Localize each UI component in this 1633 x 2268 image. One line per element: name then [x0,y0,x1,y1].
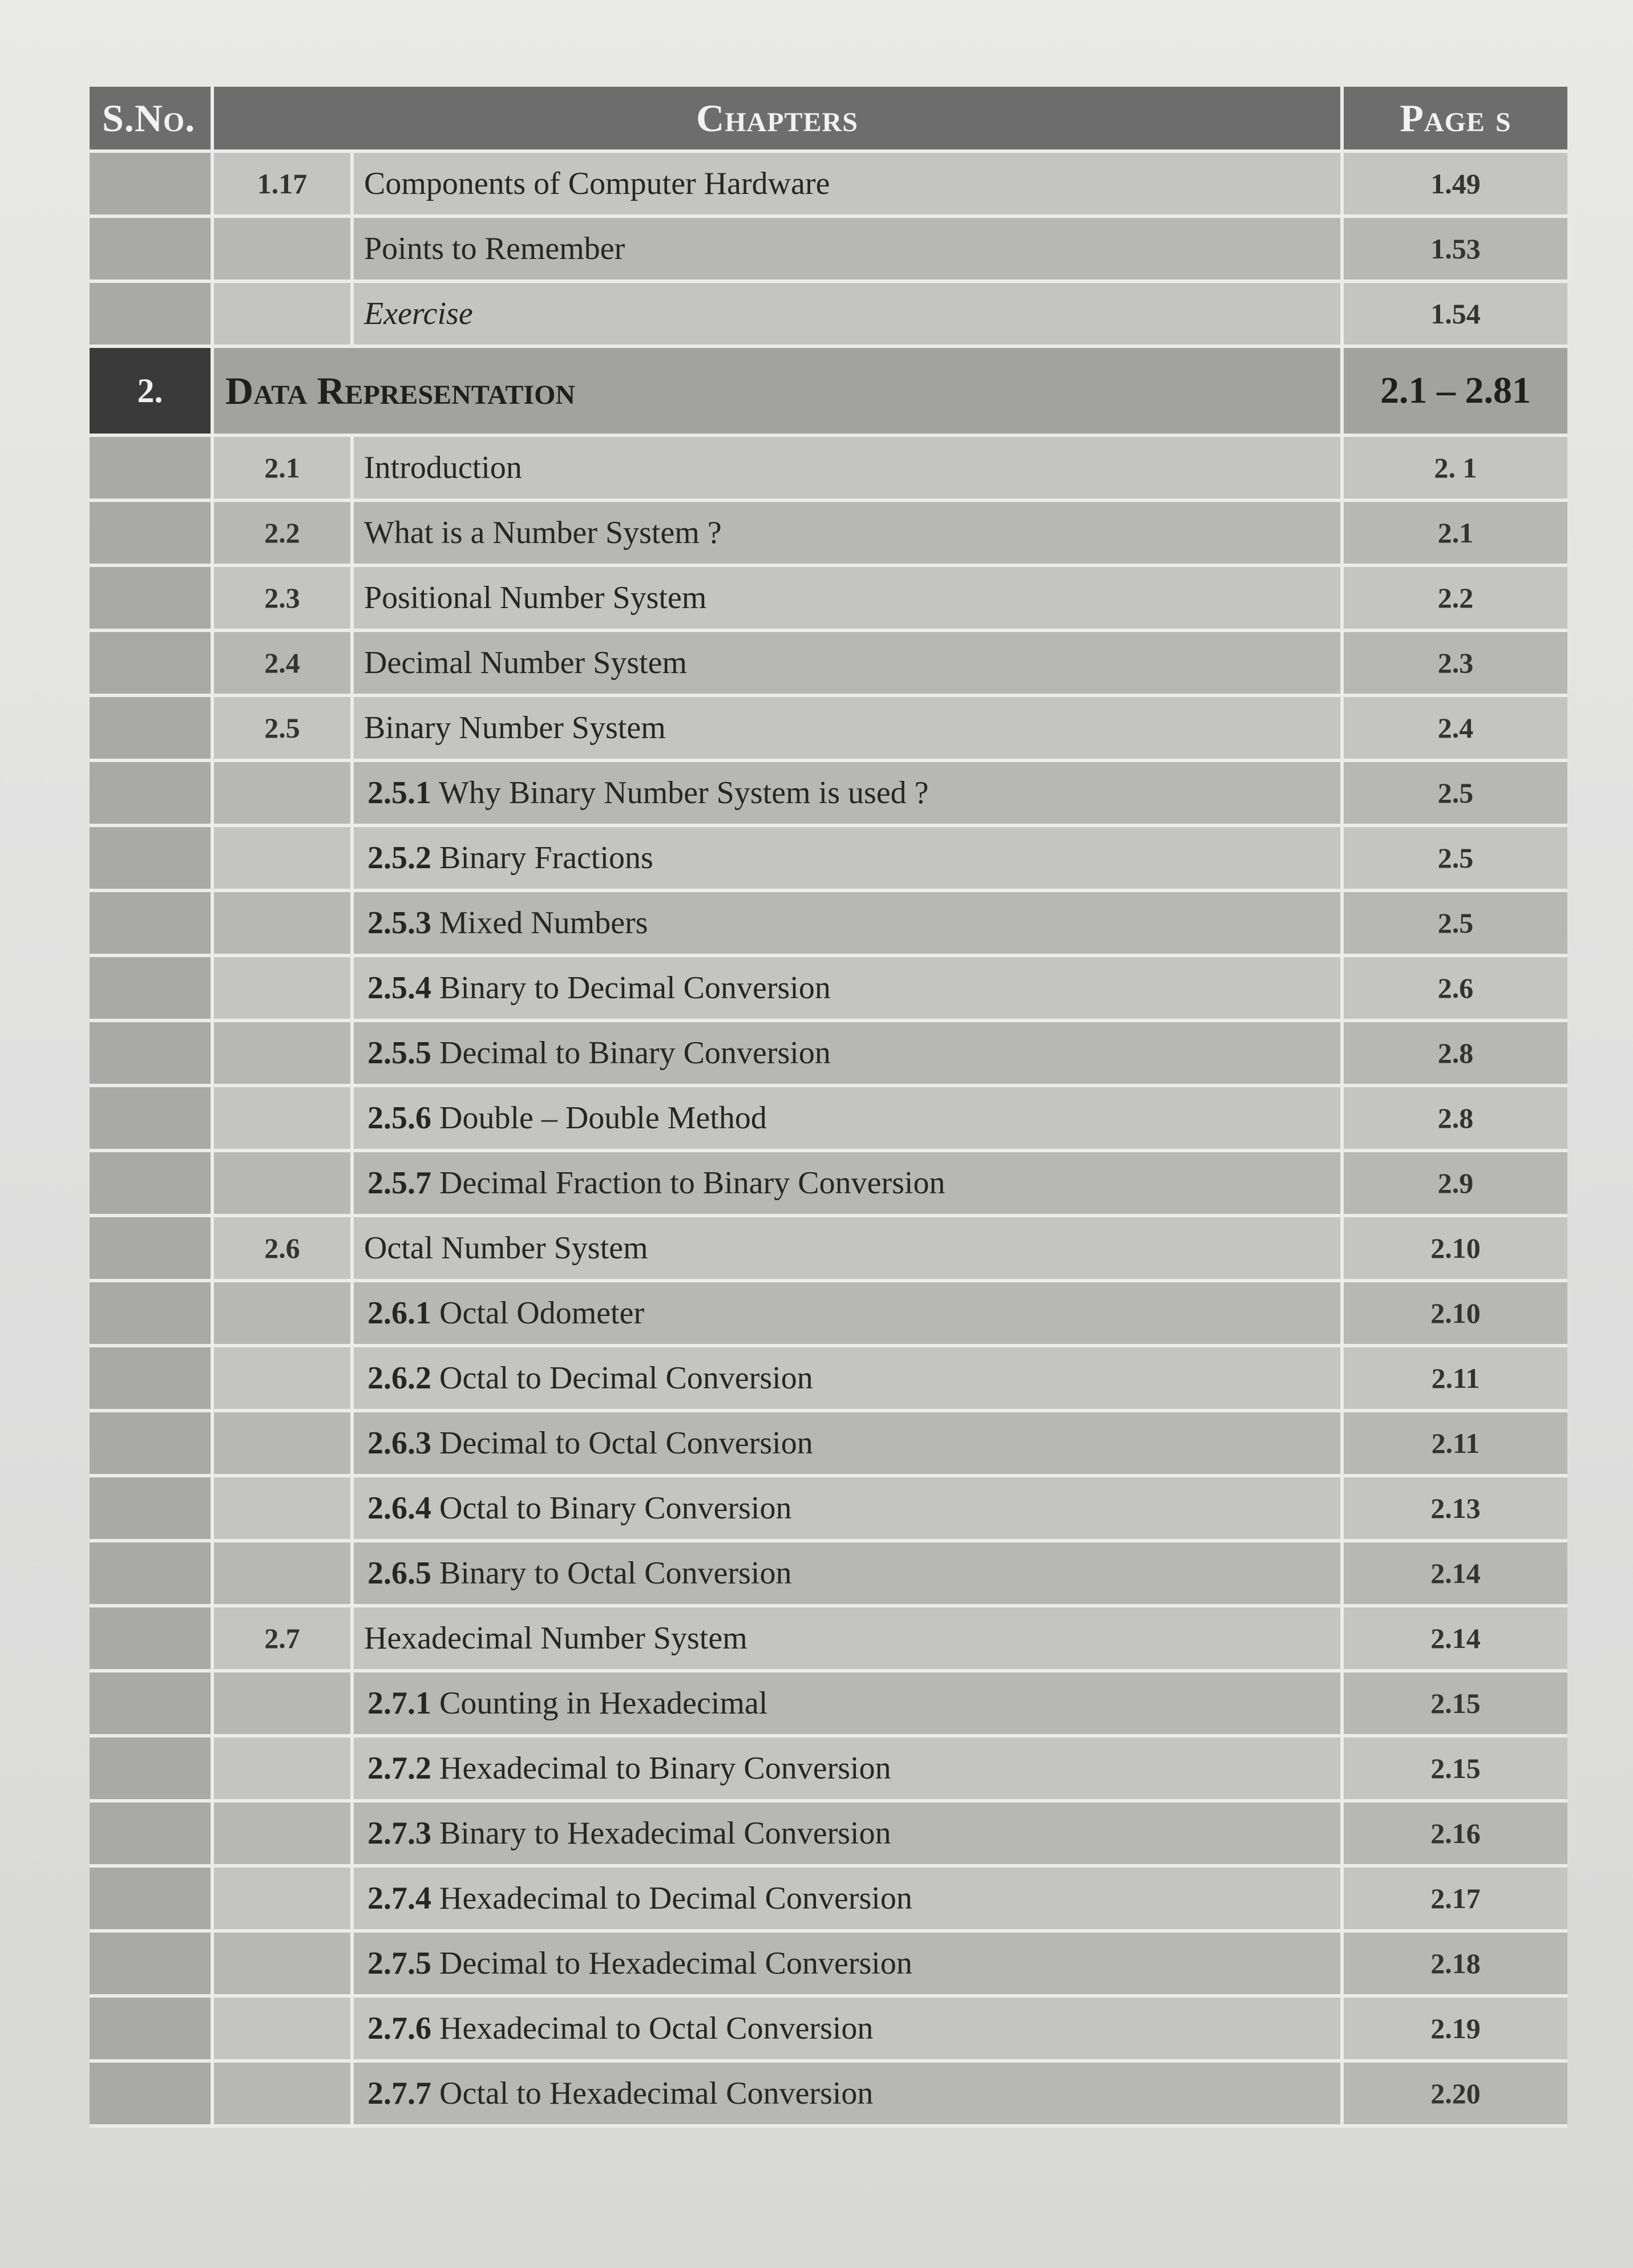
entry-title: Exercise [352,281,1342,346]
page-number: 2.13 [1342,1476,1567,1541]
section-number [212,1346,352,1411]
table-row [90,1151,1567,1216]
table-row [90,630,1567,695]
table-row [90,1801,1567,1866]
section-number [212,1086,352,1151]
sno-cell [90,151,212,216]
sno-cell [90,1086,212,1151]
page-number: 2.16 [1342,1801,1567,1866]
subsection-title: Binary to Octal Conversion [439,1556,792,1591]
subsection-number: 2.7.6 [367,2011,431,2046]
section-number: 2.4 [212,630,352,695]
subsection-title: Decimal to Hexadecimal Conversion [439,1946,912,1981]
subsection-title: Hexadecimal to Binary Conversion [439,1751,891,1786]
page-number: 2.6 [1342,955,1567,1020]
section-number: 2.5 [212,695,352,760]
subsection-number: 2.5.4 [367,970,431,1006]
sno-cell [90,1866,212,1931]
page-number: 2.9 [1342,1151,1567,1216]
subsection-number: 2.7.3 [367,1816,431,1851]
sno-cell [90,955,212,1020]
entry-title [352,1476,1342,1541]
sno-cell [90,565,212,630]
subsection-title: Octal to Decimal Conversion [439,1360,813,1396]
section-number [212,890,352,955]
entry-title: What is a Number System ? [352,500,1342,565]
table-row [90,1086,1567,1151]
sno-cell [90,1671,212,1736]
table-row [90,1541,1567,1606]
table-row [90,825,1567,890]
sno-cell [90,1606,212,1671]
section-number [212,1671,352,1736]
table-row [90,1346,1567,1411]
subsection-number: 2.5.2 [367,840,431,876]
subsection-number: 2.7.7 [367,2076,431,2111]
entry-title: Positional Number System [352,565,1342,630]
entry-title [352,825,1342,890]
table-row [90,1476,1567,1541]
table-row [90,760,1567,825]
page-number: 1.54 [1342,281,1567,346]
subsection-title: Binary to Hexadecimal Conversion [439,1816,891,1851]
chapter-page-range: 2.1 – 2.81 [1342,346,1567,435]
table-row [90,500,1567,565]
entry-title: Octal Number System [352,1216,1342,1281]
section-number [212,1541,352,1606]
table-row [90,955,1567,1020]
section-number: 2.7 [212,1606,352,1671]
subsection-title: Binary to Decimal Conversion [439,970,831,1006]
page-number: 2.5 [1342,760,1567,825]
sno-cell [90,1346,212,1411]
sno-cell [90,890,212,955]
sno-cell [90,216,212,281]
subsection-number: 2.5.5 [367,1035,431,1071]
sno-cell [90,2061,212,2126]
entry-title [352,1541,1342,1606]
sno-cell [90,1931,212,1996]
entry-title: Hexadecimal Number System [352,1606,1342,1671]
subsection-number: 2.5.3 [367,905,431,941]
page-number: 1.49 [1342,151,1567,216]
page-number: 2.5 [1342,825,1567,890]
subsection-title: Decimal to Binary Conversion [439,1035,831,1071]
section-number: 2.1 [212,435,352,500]
entry-title [352,1866,1342,1931]
entry-title [352,1151,1342,1216]
sno-cell [90,1801,212,1866]
subsection-title: Octal to Hexadecimal Conversion [439,2076,874,2111]
section-number: 1.17 [212,151,352,216]
section-number: 2.2 [212,500,352,565]
section-number [212,1151,352,1216]
sno-cell [90,695,212,760]
entry-title [352,1736,1342,1801]
page-number: 2.20 [1342,2061,1567,2126]
table-row [90,151,1567,216]
entry-title [352,760,1342,825]
subsection-title: Counting in Hexadecimal [439,1686,768,1721]
section-number [212,1996,352,2061]
page-number: 2.3 [1342,630,1567,695]
subsection-number: 2.7.2 [367,1751,431,1786]
subsection-number: 2.5.1 [367,775,431,811]
sno-cell [90,1411,212,1476]
table-row [90,1216,1567,1281]
entry-title [352,1020,1342,1086]
sno-cell [90,1736,212,1801]
page-number: 2.10 [1342,1281,1567,1346]
page-number: 2.11 [1342,1411,1567,1476]
subsection-number: 2.6.2 [367,1360,431,1396]
table-row [90,1281,1567,1346]
sno-cell [90,760,212,825]
page-number: 2.15 [1342,1671,1567,1736]
table-row [90,1996,1567,2061]
page-number: 2.17 [1342,1866,1567,1931]
section-number [212,281,352,346]
subsection-number: 2.7.5 [367,1946,431,1981]
page-number: 2. 1 [1342,435,1567,500]
section-number [212,1931,352,1996]
table-row [90,890,1567,955]
table-row [90,1931,1567,1996]
entry-title [352,1281,1342,1346]
entry-title [352,890,1342,955]
subsection-number: 2.7.4 [367,1881,431,1916]
subsection-title: Double – Double Method [439,1100,767,1136]
table-row [90,1606,1567,1671]
subsection-title: Decimal Fraction to Binary Conversion [439,1165,945,1201]
header-sno: S.No. [90,87,212,151]
table-row [90,695,1567,760]
section-number: 2.6 [212,1216,352,1281]
table-row [90,1866,1567,1931]
subsection-title: Hexadecimal to Octal Conversion [439,2011,874,2046]
page-number: 2.8 [1342,1086,1567,1151]
table-row [90,2061,1567,2126]
entry-title: Components of Computer Hardware [352,151,1342,216]
sno-cell [90,1996,212,2061]
page-number: 2.2 [1342,565,1567,630]
chapter-row [90,346,1567,435]
entry-title: Points to Remember [352,216,1342,281]
sno-cell [90,825,212,890]
page-number: 2.1 [1342,500,1567,565]
table-of-contents [90,87,1567,2128]
table-row [90,1736,1567,1801]
subsection-number: 2.7.1 [367,1686,431,1721]
page-number: 1.53 [1342,216,1567,281]
section-number [212,1476,352,1541]
subsection-number: 2.5.6 [367,1100,431,1136]
entry-title [352,2061,1342,2126]
sno-cell [90,1216,212,1281]
subsection-title: Hexadecimal to Decimal Conversion [439,1881,912,1916]
page-number: 2.11 [1342,1346,1567,1411]
section-number [212,1411,352,1476]
entry-title [352,1671,1342,1736]
table-row [90,1020,1567,1086]
page-number: 2.14 [1342,1606,1567,1671]
section-number [212,216,352,281]
sno-cell [90,281,212,346]
entry-title: Decimal Number System [352,630,1342,695]
entry-title [352,1996,1342,2061]
section-number [212,1020,352,1086]
subsection-title: Octal Odometer [439,1295,645,1331]
sno-cell [90,630,212,695]
sno-cell [90,500,212,565]
sno-cell [90,1281,212,1346]
entry-title [352,1801,1342,1866]
sno-cell [90,1020,212,1086]
table-row [90,435,1567,500]
entry-title [352,1931,1342,1996]
entry-title [352,955,1342,1020]
subsection-title: Mixed Numbers [439,905,648,941]
entry-title: Introduction [352,435,1342,500]
subsection-number: 2.6.1 [367,1295,431,1331]
header-chapters: Chapters [212,87,1342,151]
section-number [212,1801,352,1866]
entry-title [352,1086,1342,1151]
subsection-number: 2.6.3 [367,1425,431,1461]
page-number: 2.4 [1342,695,1567,760]
table-row [90,216,1567,281]
sno-cell [90,1151,212,1216]
entry-title: Binary Number System [352,695,1342,760]
subsection-number: 2.5.7 [367,1165,431,1201]
subsection-number: 2.6.5 [367,1556,431,1591]
page-number: 2.18 [1342,1931,1567,1996]
subsection-number: 2.6.4 [367,1491,431,1526]
sno-cell [90,435,212,500]
chapter-title: Data Representation [212,346,1342,435]
table-row [90,1671,1567,1736]
subsection-title: Octal to Binary Conversion [439,1491,792,1526]
section-number: 2.3 [212,565,352,630]
page-number: 2.10 [1342,1216,1567,1281]
header-pages: Page s [1342,87,1567,151]
page-number: 2.19 [1342,1996,1567,2061]
sno-cell [90,1476,212,1541]
page-number: 2.15 [1342,1736,1567,1801]
section-number [212,825,352,890]
section-number [212,955,352,1020]
sno-cell [90,1541,212,1606]
section-number [212,760,352,825]
subsection-title: Why Binary Number System is used ? [439,775,929,811]
section-number [212,1281,352,1346]
table-row [90,281,1567,346]
entry-title [352,1411,1342,1476]
page-number: 2.5 [1342,890,1567,955]
section-number [212,1736,352,1801]
subsection-title: Binary Fractions [439,840,653,876]
table-row [90,565,1567,630]
chapter-number: 2. [90,346,212,435]
table-row [90,1411,1567,1476]
toc-header-row [90,87,1567,151]
section-number [212,1866,352,1931]
section-number [212,2061,352,2126]
subsection-title: Decimal to Octal Conversion [439,1425,813,1461]
page-number: 2.8 [1342,1020,1567,1086]
page-number: 2.14 [1342,1541,1567,1606]
entry-title [352,1346,1342,1411]
